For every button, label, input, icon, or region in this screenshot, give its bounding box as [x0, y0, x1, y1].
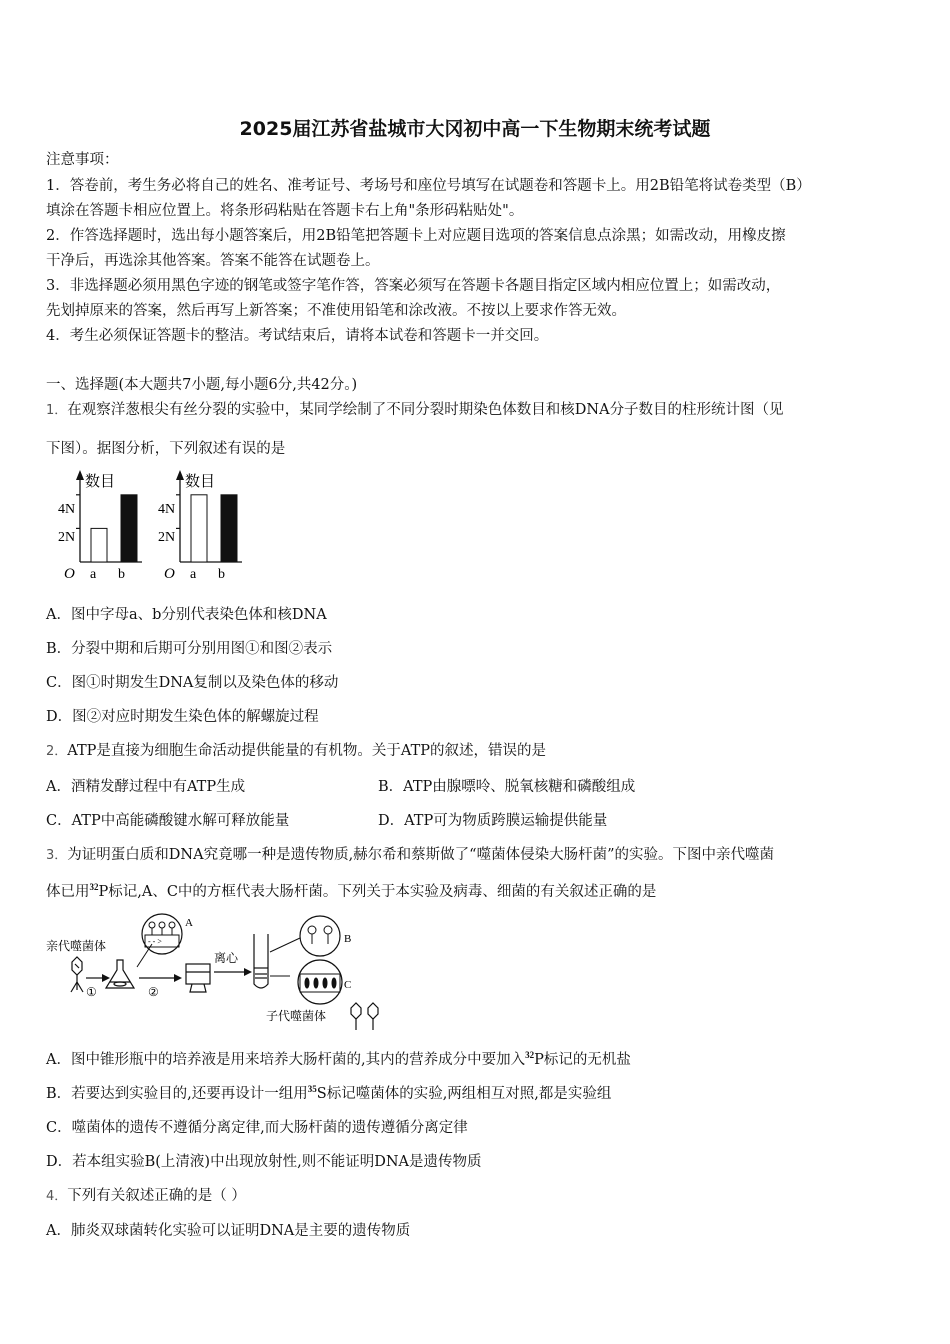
question-2-number: 2．	[46, 744, 68, 759]
q3-option-b-sup: 35	[307, 1084, 317, 1095]
notice-item-4: 4．考生必须保证答题卡的整洁。考试结束后，请将本试卷和答题卡一并交回。	[46, 328, 549, 344]
beaker-icon	[186, 964, 210, 992]
chart-2-y-arrow	[176, 470, 184, 480]
section-heading: 一、选择题(本大题共7小题,每小题6分,共42分。)	[46, 377, 358, 393]
question-3-stem-l2-b: P标记,A、C中的方框代表大肠杆菌。下列关于本实验及病毒、细菌的有关叙述正确的是	[98, 884, 657, 900]
parent-phage-icon	[71, 957, 83, 992]
offspring-phages-icon	[351, 1003, 378, 1030]
free-phages-b-icon	[308, 926, 332, 944]
q3-option-b-text-2: S标记噬菌体的实验,两组相互对照,都是实验组	[316, 1086, 612, 1102]
test-tube-icon	[254, 934, 268, 988]
notice-item-1-line2: 填涂在答题卡相应位置上。将条形码粘贴在答题卡右上角"条形码粘贴处"。	[46, 203, 524, 219]
chart-2-origin: O	[164, 566, 175, 582]
question-1-stem-text: 在观察洋葱根尖有丝分裂的实验中，某同学绘制了不同分裂时期染色体数目和核DNA分子数目的柱形统计图（见	[67, 402, 784, 418]
question-2-option-c: C．ATP中高能磷酸键水解可释放能量	[46, 813, 290, 829]
diagram-label-a: A	[185, 917, 193, 929]
question-3-stem-line1	[46, 843, 906, 868]
chart-2-bar-b	[221, 495, 237, 562]
arrow-2-head	[174, 974, 182, 982]
chart-1-ytick-4n: 4N	[58, 502, 76, 517]
chart-1-xtick-b: b	[118, 567, 125, 582]
leader-b	[270, 938, 300, 952]
chart-1-ytick-2n: 2N	[58, 530, 76, 545]
flask-icon	[106, 960, 134, 988]
question-3-stem-text: 为证明蛋白质和DNA究竟哪一种是遗传物质,赫尔希和蔡斯做了“噬菌体侵染大肠杆菌”的实验。下图中亲代噬菌	[67, 847, 774, 863]
page-title: 2025届江苏省盐城市大冈初中高一下生物期末统考试题	[239, 118, 711, 140]
q3-option-b-text-1: B．若要达到实验目的,还要再设计一组用	[46, 1086, 308, 1102]
chart-1-xtick-a: a	[90, 567, 97, 582]
question-3-experiment-diagram	[44, 912, 394, 1032]
notice-heading: 注意事项：	[46, 152, 119, 168]
question-4-stem	[46, 1184, 906, 1209]
question-3-option-a	[46, 1048, 906, 1073]
diagram-label-b: B	[344, 933, 352, 945]
question-3-number: 3．	[46, 848, 68, 863]
question-4-stem-text: 下列有关叙述正确的是（ ）	[67, 1188, 246, 1204]
notice-item-3-line1: 3．非选择题必须用黑色字迹的钢笔或签字笔作答，答案必须写在答题卡各题目指定区域内相应位置上；如需改动，	[46, 278, 781, 294]
chart-2-ytick-4n: 4N	[158, 502, 176, 517]
chart-1	[58, 470, 142, 582]
question-4-number: 4．	[46, 1189, 68, 1204]
question-3-stem-l2-a: 体已用	[46, 884, 90, 900]
question-1-number: 1．	[46, 403, 68, 418]
chart-2-ylabel: 数目	[185, 474, 216, 490]
question-4-option-a: A．肺炎双球菌转化实验可以证明DNA是主要的遗传物质	[46, 1223, 411, 1239]
diagram-label-c: C	[344, 979, 352, 991]
diagram-step-1: ①	[86, 985, 97, 999]
chart-2-xtick-a: a	[190, 567, 197, 582]
question-2-option-a: A．酒精发酵过程中有ATP生成	[46, 779, 246, 795]
question-2-stem	[46, 739, 906, 764]
question-3-stem-line2	[46, 880, 906, 905]
chart-1-bar-a	[91, 528, 107, 562]
chart-2-xtick-b: b	[218, 567, 225, 582]
question-3-sup-32: 32	[89, 882, 99, 893]
notice-item-2-line2: 干净后，再选涂其他答案。答案不能答在试题卷上。	[46, 253, 380, 269]
chart-2-bar-a	[191, 495, 207, 562]
question-1-option-b: B．分裂中期和后期可分别用图①和图②表示	[46, 641, 333, 657]
chart-1-bar-b	[121, 495, 137, 562]
question-1-stem-line1	[46, 398, 906, 423]
notice-item-2-line1: 2．作答选择题时，选出每小题答案后，用2B铅笔把答题卡上对应题目选项的答案信息点涂黑；如需改动，用橡皮擦	[46, 228, 786, 244]
dna-squiggle: - - >	[148, 937, 162, 946]
diagram-parent-label: 亲代噬菌体	[46, 939, 107, 953]
q3-option-a-text-2: P标记的无机盐	[534, 1052, 631, 1068]
q3-option-a-sup: 32	[525, 1050, 535, 1061]
notice-item-3-line2: 先划掉原来的答案，然后再写上新答案；不准使用铅笔和涂改液。不按以上要求作答无效。	[46, 303, 626, 319]
diagram-centrifuge: 离心	[214, 951, 239, 965]
arrow-3-head	[244, 968, 252, 976]
question-1-option-a: A．图中字母a、b分别代表染色体和核DNA	[46, 607, 327, 623]
question-1-stem-line2: 下图）。据图分析，下列叙述有误的是	[46, 441, 286, 457]
chart-2	[158, 470, 242, 582]
question-2-option-b: B．ATP由腺嘌呤、脱氧核糖和磷酸组成	[378, 779, 636, 795]
chart-1-origin: O	[64, 566, 75, 582]
question-2-option-d: D．ATP可为物质跨膜运输提供能量	[378, 813, 608, 829]
chart-2-ytick-2n: 2N	[158, 530, 176, 545]
diagram-offspring-label: 子代噬菌体	[266, 1009, 327, 1023]
question-1-option-d: D．图②对应时期发生染色体的解螺旋过程	[46, 709, 319, 725]
arrow-1-head	[102, 974, 110, 982]
phages-on-bacterium-a-icon	[149, 922, 175, 935]
question-1-bar-charts	[60, 466, 260, 582]
diagram-step-2: ②	[148, 985, 159, 999]
question-3-option-b	[46, 1082, 906, 1107]
circle-b-icon	[300, 916, 340, 956]
q3-option-a-text-1: A．图中锥形瓶中的培养液是用来培养大肠杆菌的,其内的营养成分中要加入	[46, 1052, 526, 1068]
notice-item-1-line1: 1．答卷前，考生务必将自己的姓名、准考证号、考场号和座位号填写在试题卷和答题卡上。用2B铅笔将试卷类型（B）	[46, 178, 811, 194]
question-1-option-c: C．图①时期发生DNA复制以及染色体的移动	[46, 675, 339, 691]
question-2-stem-text: ATP是直接为细胞生命活动提供能量的有机物。关于ATP的叙述，错误的是	[67, 743, 546, 759]
question-3-option-c: C．噬菌体的遗传不遵循分离定律,而大肠杆菌的遗传遵循分离定律	[46, 1120, 468, 1136]
question-3-option-d: D．若本组实验B(上清液)中出现放射性,则不能证明DNA是遗传物质	[46, 1154, 482, 1170]
chart-1-ylabel: 数目	[85, 474, 116, 490]
phages-in-bacterium-c-icon	[305, 978, 336, 988]
chart-1-y-arrow	[76, 470, 84, 480]
